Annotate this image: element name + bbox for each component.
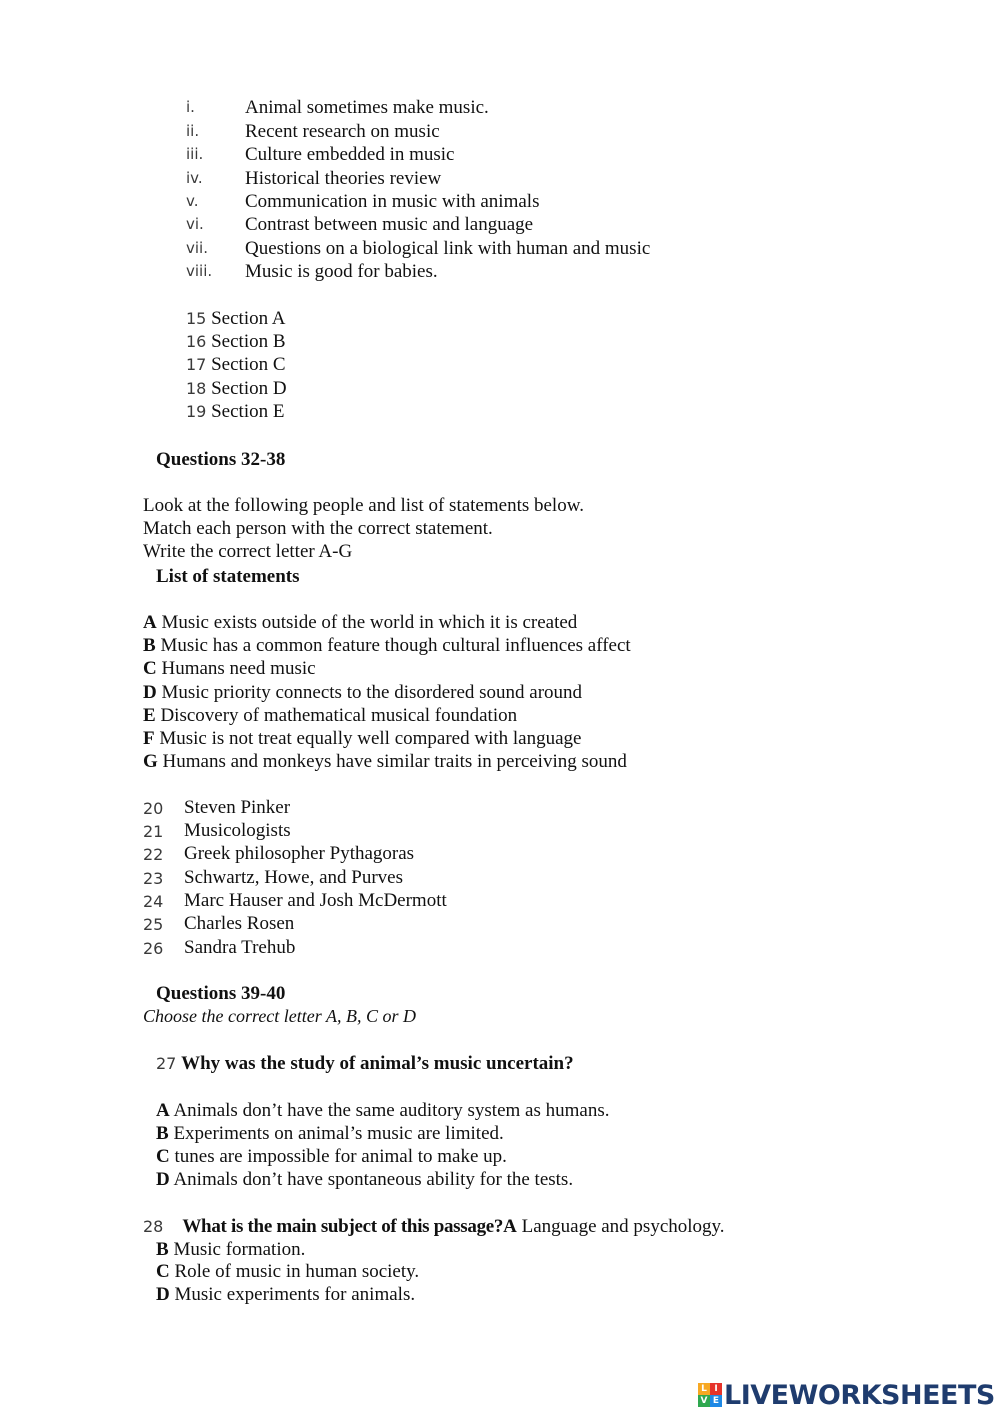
heading-text: Questions on a biological link with human and music	[245, 238, 651, 259]
question-28	[143, 1215, 725, 1238]
instruction-line: Look at the following people and list of statements below.	[143, 495, 584, 516]
heading-num: viii.	[186, 262, 213, 280]
option-letter: D	[156, 1284, 170, 1305]
statement-item	[143, 657, 316, 680]
statement-text: Music exists outside of the world in which it is created	[161, 612, 578, 633]
heading-num: iii.	[186, 145, 204, 163]
heading-num: i.	[186, 98, 195, 116]
statement-text: Music has a common feature though cultural influences affect	[160, 635, 631, 656]
heading-text: Contrast between music and language	[245, 214, 534, 235]
option-item	[156, 1099, 609, 1122]
liveworksheets-icon	[698, 1383, 722, 1407]
logo-letter: E	[710, 1395, 722, 1407]
choose-instruction: Choose the correct letter A, B, C or D	[143, 1006, 416, 1026]
person-num: 23	[143, 869, 164, 888]
person-num: 20	[143, 799, 164, 818]
option-letter: D	[156, 1169, 170, 1190]
logo-letter: V	[698, 1395, 710, 1407]
option-letter: B	[156, 1123, 169, 1144]
section-text: Section A	[211, 308, 286, 329]
statement-letter: B	[143, 635, 156, 656]
option-text: Experiments on animal’s music are limited.	[173, 1123, 504, 1144]
heading-num: iv.	[186, 169, 203, 187]
statement-text: Humans need music	[161, 658, 316, 679]
heading-num: vii.	[186, 239, 208, 257]
list-of-statements-heading: List of statements	[156, 566, 300, 587]
heading-text: Historical theories review	[245, 168, 442, 189]
option-letter: C	[156, 1261, 170, 1282]
heading-num: vi.	[186, 215, 204, 233]
person-num: 25	[143, 915, 164, 934]
person-name: Greek philosopher Pythagoras	[184, 843, 415, 864]
section-text: Section B	[211, 331, 286, 352]
section-text: Section E	[211, 401, 285, 422]
section-num: 16	[186, 332, 207, 351]
question-num: 27	[156, 1054, 177, 1073]
option-letter: B	[156, 1239, 169, 1260]
questions-32-38-heading: Questions 32-38	[156, 449, 286, 470]
person-name: Musicologists	[184, 820, 291, 841]
statement-letter: F	[143, 728, 155, 749]
person-num: 21	[143, 822, 164, 841]
section-item	[186, 400, 284, 423]
instruction-line: Write the correct letter A-G	[143, 541, 353, 562]
person-name: Schwartz, Howe, and Purves	[184, 867, 403, 888]
section-item	[186, 377, 287, 400]
option-item	[156, 1283, 415, 1306]
option-text: Role of music in human society.	[174, 1261, 420, 1282]
section-text: Section D	[211, 378, 287, 399]
statement-text: Music priority connects to the disordered sound around	[161, 682, 583, 703]
statement-text: Humans and monkeys have similar traits in perceiving sound	[162, 751, 627, 772]
statement-item	[143, 681, 582, 704]
statement-item	[143, 611, 577, 634]
statement-item	[143, 727, 581, 750]
option-text: Language and psychology.	[521, 1216, 725, 1237]
option-item	[156, 1260, 419, 1283]
statement-letter: A	[143, 612, 157, 633]
option-item	[156, 1122, 504, 1145]
person-num: 24	[143, 892, 164, 911]
question-text: Why was the study of animal’s music uncertain?	[181, 1053, 574, 1074]
option-item	[156, 1168, 573, 1191]
person-num: 22	[143, 845, 164, 864]
option-text: Animals don’t have the same auditory system as humans.	[173, 1100, 610, 1121]
question-num: 28	[143, 1217, 164, 1236]
statement-text: Discovery of mathematical musical foundation	[160, 705, 518, 726]
question-text: What is the main subject of this passage?	[182, 1216, 504, 1237]
heading-text: Communication in music with animals	[245, 191, 540, 212]
person-name: Sandra Trehub	[184, 937, 296, 958]
section-text: Section C	[211, 354, 286, 375]
option-item	[156, 1145, 507, 1168]
option-text: Animals don’t have spontaneous ability for the tests.	[173, 1169, 574, 1190]
person-name: Marc Hauser and Josh McDermott	[184, 890, 447, 911]
heading-text: Music is good for babies.	[245, 261, 438, 282]
option-letter: A	[503, 1216, 517, 1237]
heading-num: v.	[186, 192, 199, 210]
person-name: Steven Pinker	[184, 797, 291, 818]
person-num: 26	[143, 939, 164, 958]
section-num: 18	[186, 379, 207, 398]
heading-text: Culture embedded in music	[245, 144, 455, 165]
person-name: Charles Rosen	[184, 913, 295, 934]
statement-item	[143, 634, 631, 657]
question-27	[156, 1052, 574, 1075]
statement-text: Music is not treat equally well compared with language	[159, 728, 582, 749]
statement-letter: D	[143, 682, 157, 703]
heading-text: Recent research on music	[245, 121, 440, 142]
option-text: Music formation.	[173, 1239, 306, 1260]
logo-letter: L	[698, 1383, 710, 1395]
statement-letter: E	[143, 705, 156, 726]
section-num: 15	[186, 309, 207, 328]
option-item	[156, 1238, 305, 1261]
section-num: 17	[186, 355, 207, 374]
statement-letter: G	[143, 751, 158, 772]
statement-item	[143, 750, 627, 773]
option-text: tunes are impossible for animal to make up.	[174, 1146, 507, 1167]
option-letter: C	[156, 1146, 170, 1167]
heading-text: Animal sometimes make music.	[245, 97, 489, 118]
section-num: 19	[186, 402, 207, 421]
statement-item	[143, 704, 517, 727]
section-item	[186, 353, 286, 376]
heading-num: ii.	[186, 122, 200, 140]
statement-letter: C	[143, 658, 157, 679]
logo-letter: I	[710, 1383, 722, 1395]
section-item	[186, 330, 286, 353]
option-text: Music experiments for animals.	[174, 1284, 416, 1305]
liveworksheets-wordmark: LIVEWORKSHEETS	[724, 1379, 995, 1411]
section-item	[186, 307, 286, 330]
instruction-line: Match each person with the correct statement.	[143, 518, 493, 539]
option-letter: A	[156, 1100, 170, 1121]
questions-39-40-heading: Questions 39-40	[156, 983, 286, 1004]
liveworksheets-logo	[698, 1380, 995, 1410]
